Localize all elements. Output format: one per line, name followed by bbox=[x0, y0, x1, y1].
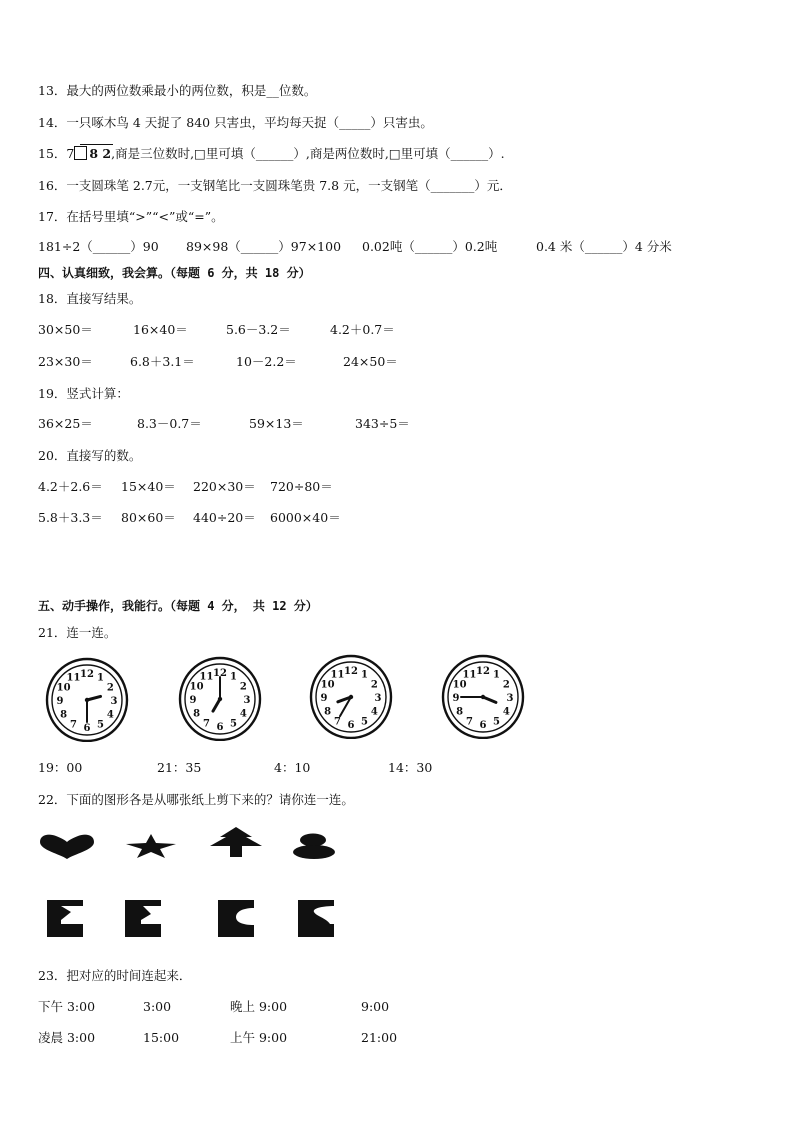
q20-item: 6000×40＝ bbox=[270, 510, 341, 525]
star-shape bbox=[125, 833, 177, 859]
q15-dividend-digits: 8 2 bbox=[89, 146, 112, 161]
clock-numeral: 5 bbox=[230, 718, 237, 730]
division-box bbox=[74, 145, 111, 163]
clock-numeral: 5 bbox=[97, 719, 104, 731]
heart-shape bbox=[38, 832, 96, 860]
q18-item: 30×50＝ bbox=[38, 322, 93, 337]
question-15 bbox=[38, 145, 505, 163]
clock-numeral: 2 bbox=[370, 679, 378, 691]
clock-numeral: 7 bbox=[334, 716, 341, 728]
clock-numeral: 7 bbox=[203, 718, 210, 730]
clock-face-2 bbox=[177, 655, 263, 741]
section-5-heading: 五、动手操作，我能行。（每题 4 分， 共 12 分） bbox=[38, 599, 318, 613]
clock-numeral: 10 bbox=[320, 679, 335, 691]
q15-suffix: ,商是三位数时,□里可填（______）,商是两位数时,□里可填（______）. bbox=[111, 146, 505, 161]
clock-face-1 bbox=[44, 656, 130, 742]
q23-item: 15:00 bbox=[143, 1030, 180, 1045]
clock-numeral: 4 bbox=[370, 706, 378, 718]
clock-numeral: 7 bbox=[466, 716, 473, 728]
clock-numeral: 9 bbox=[56, 696, 64, 707]
q23-item: 3:00 bbox=[143, 999, 172, 1014]
tree-arrow-shape bbox=[208, 826, 264, 858]
paper-cutout-4 bbox=[298, 900, 336, 938]
clock-numeral: 9 bbox=[452, 693, 460, 704]
clock-numeral: 11 bbox=[330, 669, 345, 681]
q18-item: 16×40＝ bbox=[133, 322, 188, 337]
q23-item: 上午 9:00 bbox=[230, 1030, 288, 1045]
q17-item: 181÷2（______）90 bbox=[38, 239, 159, 254]
q17-item: 0.4 米（______）4 分米 bbox=[536, 239, 672, 254]
clock-numeral: 5 bbox=[493, 716, 500, 728]
q18-item: 6.8＋3.1＝ bbox=[130, 354, 195, 369]
blob-shape bbox=[291, 832, 337, 860]
clock-numeral: 3 bbox=[243, 695, 251, 706]
clock-numeral: 4 bbox=[106, 709, 114, 721]
q20-item: 4.2＋2.6＝ bbox=[38, 479, 103, 494]
q21-time: 21：35 bbox=[157, 760, 202, 775]
clock-numeral: 10 bbox=[56, 682, 71, 694]
clock-numeral: 4 bbox=[502, 706, 510, 718]
clock-numeral: 2 bbox=[239, 681, 247, 693]
section-4-heading: 四、认真细致，我会算。（每题 6 分，共 18 分） bbox=[38, 266, 311, 280]
question-17-title: 17．在括号里填“>”“<”或“=”。 bbox=[38, 209, 224, 224]
q17-item: 0.02吨（______）0.2吨 bbox=[362, 239, 498, 254]
clock-numeral: 6 bbox=[347, 720, 355, 731]
q21-time: 19：00 bbox=[38, 760, 83, 775]
q23-item: 9:00 bbox=[361, 999, 390, 1014]
clock-numeral: 1 bbox=[230, 671, 237, 683]
q15-prefix: 15．7 bbox=[38, 146, 75, 161]
q20-item: 80×60＝ bbox=[121, 510, 176, 525]
clock-numeral: 6 bbox=[216, 722, 224, 733]
clock-numeral: 8 bbox=[324, 706, 332, 718]
q19-item: 8.3－0.7＝ bbox=[137, 416, 202, 431]
clock-numeral: 8 bbox=[60, 709, 68, 721]
clock-numeral: 1 bbox=[361, 669, 368, 681]
question-14: 14．一只啄木鸟 4 天捉了 840 只害虫，平均每天捉（_____）只害虫。 bbox=[38, 115, 433, 130]
clock-numeral: 8 bbox=[193, 708, 201, 720]
q18-item: 10－2.2＝ bbox=[236, 354, 297, 369]
paper-cutout-1 bbox=[47, 900, 85, 938]
clock-face-4 bbox=[440, 653, 526, 739]
q18-item: 4.2＋0.7＝ bbox=[330, 322, 395, 337]
clock-numeral: 3 bbox=[506, 693, 514, 704]
clock-numeral: 12 bbox=[344, 666, 358, 677]
question-20-title: 20．直接写的数。 bbox=[38, 448, 142, 463]
clock-center bbox=[349, 695, 353, 699]
clock-numeral: 11 bbox=[66, 672, 81, 684]
question-16: 16．一支圆珠笔 2.7元，一支钢笔比一支圆珠笔贵 7.8 元，一支钢笔（_______）元． bbox=[38, 178, 512, 193]
clock-numeral: 6 bbox=[83, 723, 91, 734]
q23-item: 21:00 bbox=[361, 1030, 398, 1045]
clock-center bbox=[218, 697, 222, 701]
q19-item: 36×25＝ bbox=[38, 416, 93, 431]
question-19-title: 19．竖式计算： bbox=[38, 386, 129, 401]
q23-item: 晚上 9:00 bbox=[230, 999, 288, 1014]
q20-item: 15×40＝ bbox=[121, 479, 176, 494]
clock-center bbox=[85, 698, 89, 702]
question-22-title: 22．下面的图形各是从哪张纸上剪下来的？请你连一连。 bbox=[38, 792, 354, 807]
clock-numeral: 2 bbox=[106, 682, 114, 694]
clock-numeral: 2 bbox=[502, 679, 510, 691]
clock-numeral: 3 bbox=[374, 693, 382, 704]
clock-center bbox=[481, 695, 485, 699]
clock-numeral: 3 bbox=[110, 696, 118, 707]
clock-numeral: 12 bbox=[476, 666, 490, 677]
clock-numeral: 10 bbox=[189, 681, 204, 693]
q18-item: 24×50＝ bbox=[343, 354, 398, 369]
q18-item: 23×30＝ bbox=[38, 354, 93, 369]
q19-item: 343÷5＝ bbox=[355, 416, 410, 431]
clock-numeral: 10 bbox=[452, 679, 467, 691]
clock-numeral: 8 bbox=[456, 706, 464, 718]
q17-item: 89×98（______）97×100 bbox=[186, 239, 342, 254]
q23-item: 下午 3:00 bbox=[38, 999, 96, 1014]
q20-item: 440÷20＝ bbox=[193, 510, 256, 525]
clock-numeral: 5 bbox=[361, 716, 368, 728]
q21-time: 14：30 bbox=[388, 760, 433, 775]
clock-numeral: 7 bbox=[70, 719, 77, 731]
clock-numeral: 1 bbox=[493, 669, 500, 681]
clock-numeral: 11 bbox=[462, 669, 477, 681]
clock-numeral: 9 bbox=[189, 695, 197, 706]
q20-item: 5.8＋3.3＝ bbox=[38, 510, 103, 525]
clock-numeral: 1 bbox=[97, 672, 104, 684]
q23-item: 凌晨 3:00 bbox=[38, 1030, 96, 1045]
paper-cutout-3 bbox=[218, 900, 256, 938]
question-13: 13．最大的两位数乘最小的两位数，积是__位数。 bbox=[38, 83, 317, 98]
q21-time: 4：10 bbox=[274, 760, 311, 775]
blank-square bbox=[74, 146, 87, 160]
question-21-title: 21．连一连。 bbox=[38, 625, 117, 640]
paper-cutout-2 bbox=[125, 900, 163, 938]
clock-numeral: 6 bbox=[479, 720, 487, 731]
clock-face-3 bbox=[308, 653, 394, 739]
q18-item: 5.6－3.2＝ bbox=[226, 322, 291, 337]
clock-numeral: 11 bbox=[199, 671, 214, 683]
clock-numeral: 9 bbox=[320, 693, 328, 704]
question-18-title: 18．直接写结果。 bbox=[38, 291, 142, 306]
q19-item: 59×13＝ bbox=[249, 416, 304, 431]
q20-item: 220×30＝ bbox=[193, 479, 256, 494]
clock-numeral: 12 bbox=[80, 669, 94, 680]
q20-item: 720÷80＝ bbox=[270, 479, 333, 494]
clock-numeral: 12 bbox=[213, 668, 227, 679]
clock-numeral: 4 bbox=[239, 708, 247, 720]
question-23-title: 23．把对应的时间连起来． bbox=[38, 968, 192, 983]
